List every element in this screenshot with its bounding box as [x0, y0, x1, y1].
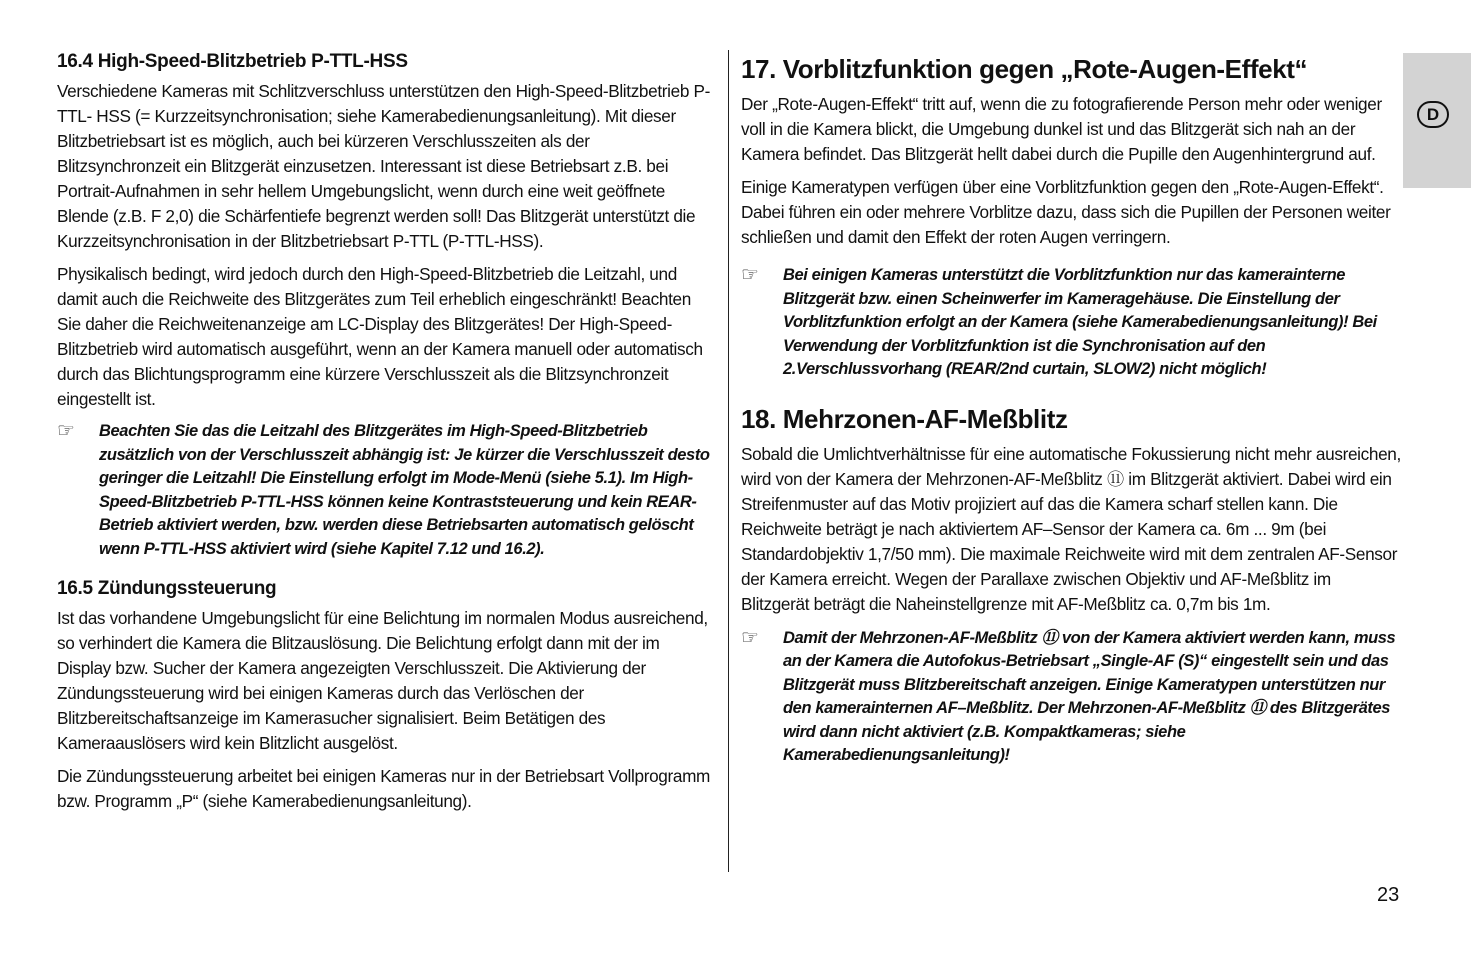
- paragraph: Sobald die Umlichtverhältnisse für eine automatische Fokussierung nicht mehr ausreichen, wird von der Kamera der Mehrzonen-AF-Meßblitz ⑪ im Blitzgerät aktiviert. Dabei wird ein Streifenmuster auf das Motiv projiziert auf das die Kamera scharf stellen kann. Die Reichweite beträgt je nach aktiviertem AF–Sensor der Kamera ca. 6m ... 9m (bei Standardobjektiv 1,7/50 mm). Die maximale Reichweite wird mit dem zentralen AF-Sensor der Kamera erreicht. Wegen der Parallaxe zwischen Objektiv und AF-Meßblitz im Blitzgerät beträgt die Naheinstellgrenze mit AF-Meßblitz ca. 0,7m bis 1m.: [741, 443, 1401, 614]
- paragraph: Verschiedene Kameras mit Schlitzverschluss unterstützen den High-Speed-Blitzbetrieb P-TTL- HSS (= Kurzzeitsynchronisation; siehe Kamerabedienungsanleitung). Mit dieser Blitzbetriebsart ist es möglich, auch bei kürzeren Verschlusszeiten als der Blitzsynchronzeit ein Blitzgerät einzusetzen. Interessant ist diese Betriebsart z.B. bei Portrait-Aufnahmen in sehr hellem Umgebungslicht, wenn durch eine weit geöffnete Blende (z.B. F 2,0) die Schärfentiefe begrenzt werden soll! Das Blitzgerät unterstützt die Kurzzeitsynchronisation in der Blitzbetriebsart P-TTL (P-TTL-HSS).: [57, 81, 710, 251]
- paragraph: Ist das vorhandene Umgebungslicht für eine Belichtung im normalen Modus ausreichend, so verhindert die Kamera die Blitzauslösung. Die Belichtung erfolgt dann mit der im Display bzw. Sucher der Kamera angezeigten Verschlusszeit. Die Aktivierung der Zündungssteuerung wird bei einigen Kameras durch das Verlöschen der Blitzbereitschaftsanzeige im Kamerasucher signalisiert. Beim Betätigen des Kameraauslösers wird kein Blitzlicht ausgelöst.: [57, 608, 708, 753]
- page-number: 23: [1377, 884, 1400, 906]
- section-title: 16.5 Zündungssteuerung: [57, 578, 277, 599]
- section-title: 17. Vorblitzfunktion gegen „Rote-Augen-Effekt“: [741, 54, 1308, 84]
- column-divider: [728, 50, 729, 872]
- note-block: [741, 264, 1401, 382]
- pointing-hand-icon: ☞: [57, 420, 75, 442]
- right-column: [741, 52, 1401, 780]
- left-column: [57, 50, 717, 822]
- paragraph: Einige Kameratypen verfügen über eine Vorblitzfunktion gegen den „Rote-Augen-Effekt“. Dabei führen ein oder mehrere Vorblitze dazu, dass sich die Pupillen der Personen weiter schließen und damit den Effekt der roten Augen verringern.: [741, 177, 1391, 247]
- note-text: Bei einigen Kameras unterstützt die Vorblitzfunktion nur das kamerainterne Blitzgerät bzw. einen Scheinwerfer im Kameragehäuse. Die Einstellung der Vorblitzfunktion erfolgt an der Kamera (siehe Kamerabedienungsanleitung)! Bei Verwendung der Vorblitzfunktion ist die Synchronisation auf den 2.Verschlussvorhang (REAR/2nd curtain, SLOW2) nicht möglich!: [783, 266, 1377, 378]
- paragraph: Physikalisch bedingt, wird jedoch durch den High-Speed-Blitzbetrieb die Leitzahl, und damit auch die Reichweite des Blitzgerätes zum Teil erheblich eingeschränkt! Beachten Sie daher die Reichweitenanzeige am LC-Display des Blitzgerätes! Der High-Speed-Blitzbetrieb wird automatisch ausgeführt, wenn an der Kamera manuell oder automatisch durch das Blichtungsprogramm eine kürzere Verschlusszeit als die Blitzsynchronzeit eingestellt ist.: [57, 264, 703, 409]
- note-block: [741, 627, 1401, 768]
- language-badge: D: [1417, 101, 1449, 128]
- section-16-5: [57, 577, 717, 814]
- section-title: 18. Mehrzonen-AF-Meßblitz: [741, 403, 1068, 434]
- pointing-hand-icon: ☞: [741, 626, 759, 649]
- note-text: Beachten Sie das die Leitzahl des Blitzgerätes im High-Speed-Blitzbetrieb zusätzlich von der Verschlusszeit abhängig ist: Je kürzer die Verschlusszeit desto geringer die Leitzahl! Die Einstellung erfolgt im Mode-Menü (siehe 5.1). Im High-Speed-Blitzbetrieb P-TTL-HSS können keine Kontraststeuerung und kein REAR-Betrieb aktiviert werden, bzw. werden diese Betriebsarten automatisch gelöscht wenn P-TTL-HSS aktiviert wird (siehe Kapitel 7.12 und 16.2).: [99, 422, 710, 558]
- paragraph: Der „Rote-Augen-Effekt“ tritt auf, wenn die zu fotografierende Person mehr oder weniger voll in die Kamera blickt, die Umgebung dunkel ist und das Blitzgerät sich nah an der Kamera befindet. Das Blitzgerät hellt dabei durch die Pupille den Augenhintergrund auf.: [741, 94, 1382, 164]
- section-title: 16.4 High-Speed-Blitzbetrieb P-TTL-HSS: [57, 51, 408, 72]
- section-18: [741, 402, 1401, 768]
- paragraph: Die Zündungssteuerung arbeitet bei einigen Kameras nur in der Betriebsart Vollprogramm bzw. Programm „P“ (siehe Kamerabedienungsanleitung).: [57, 766, 711, 811]
- pointing-hand-icon: ☞: [741, 264, 759, 286]
- section-16-4: [57, 50, 717, 561]
- note-text: Damit der Mehrzonen-AF-Meßblitz ⑪ von der Kamera aktiviert werden kann, muss an der Kamera die Autofokus-Betriebsart „Single-AF (S)“ eingestellt sein und das Blitzgerät muss Blitzbereitschaft anzeigen. Einige Kameratypen unterstützen nur den kamerainternen AF–Meßblitz. Der Mehrzonen-AF-Meßblitz ⑪ des Blitzgerätes wird dann nicht aktiviert (z.B. Kompaktkameras; siehe Kamerabedienungsanleitung)!: [783, 628, 1396, 764]
- section-17: [741, 52, 1401, 382]
- note-block: [57, 420, 717, 561]
